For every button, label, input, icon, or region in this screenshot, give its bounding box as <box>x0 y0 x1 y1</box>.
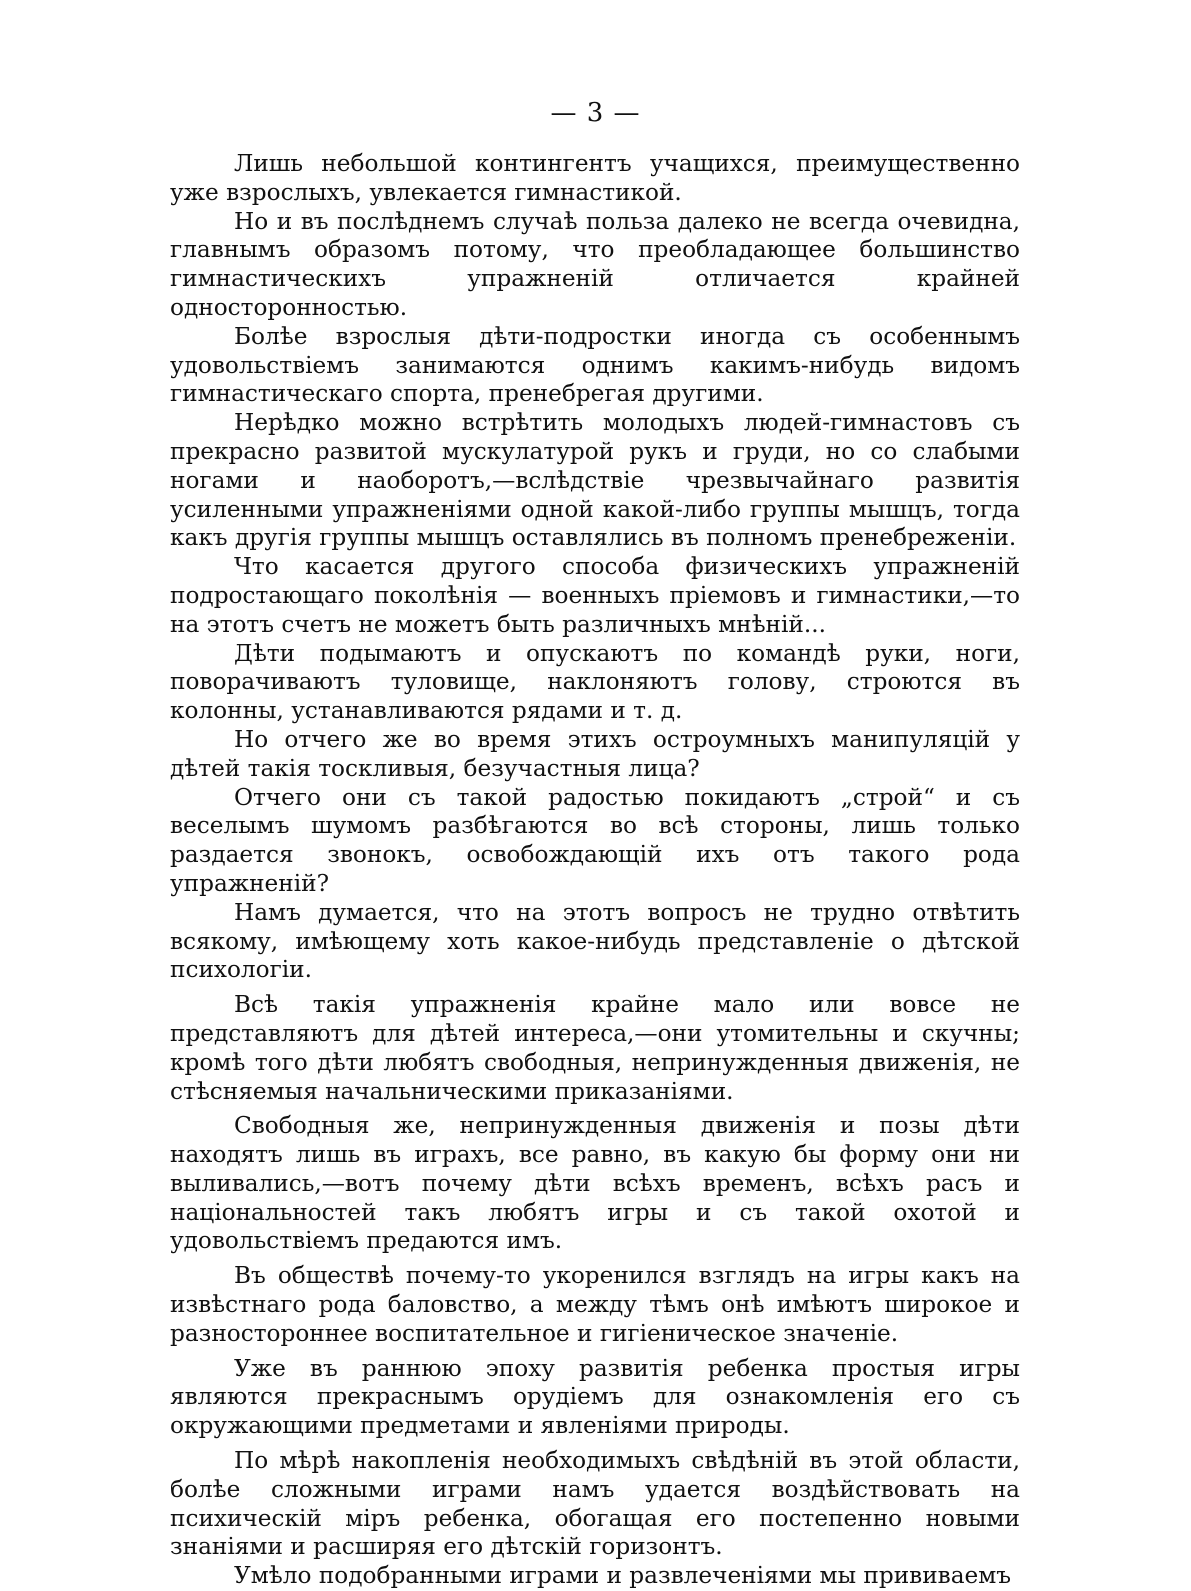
paragraph: Лишь небольшой контингентъ учащихся, преимущественно уже взрослыхъ, увлекается гимнастикой. <box>170 150 1020 206</box>
page-number: — 3 — <box>550 98 641 128</box>
body-text <box>170 150 1020 1591</box>
paragraph: Дѣти подымаютъ и опускаютъ по командѣ руки, ноги, поворачиваютъ туловище, наклоняютъ голову, строются въ колонны, устанавливаются рядами и т. д. <box>170 639 1020 725</box>
paragraph: Намъ думается, что на этотъ вопросъ не трудно отвѣтить всякому, имѣющему хоть какое-нибудь представленіе о дѣтской психологіи. <box>170 898 1020 984</box>
paragraph: Болѣе взрослыя дѣти-подростки иногда съ особеннымъ удовольствіемъ занимаются однимъ какимъ-нибудь видомъ гимнастическаго спорта, пренебрегая другими. <box>170 322 1020 408</box>
paragraph: Отчего они съ такой радостью покидаютъ „строй“ и съ веселымъ шумомъ разбѣгаются во всѣ стороны, лишь только раздается звонокъ, освобождающій ихъ отъ такого рода упражненій? <box>170 783 1020 897</box>
paragraph: Въ обществѣ почему-то укоренился взглядъ на игры какъ на извѣстнаго рода баловство, а между тѣмъ онѣ имѣютъ широкое и разностороннее воспитательное и гигіеническое значеніе. <box>170 1262 1020 1347</box>
paragraph: Но и въ послѣднемъ случаѣ польза далеко не всегда очевидна, главнымъ образомъ потому, что преобладающее большинство гимнастическихъ упражненій отличается крайней односторонностью. <box>170 207 1020 321</box>
paragraph: Что касается другого способа физическихъ упражненій подростающаго поколѣнія — военныхъ пріемовъ и гимнастики,—то на этотъ счетъ не можетъ быть различныхъ мнѣній... <box>170 553 1020 638</box>
paragraph: Нерѣдко можно встрѣтить молодыхъ людей-гимнастовъ съ прекрасно развитой мускулатурой рукъ и груди, но со слабыми ногами и наоборотъ,—вслѣдствіе чрезвычайнаго развитія усиленными упражненіями одной какой-либо группы мышцъ, тогда какъ другія группы мышцъ оставлялись въ полномъ пренебреженіи. <box>170 409 1020 552</box>
paragraph: Умѣло подобранными играми и развлеченіями мы прививаемъ <box>234 1562 1012 1590</box>
paragraph: Свободныя же, непринужденныя движенія и позы дѣти находятъ лишь въ играхъ, все равно, въ какую бы форму они ни выливались,—вотъ почему дѣти всѣхъ временъ, всѣхъ расъ и національностей такъ любятъ игры и съ такой охотой и удовольствіемъ предаются имъ. <box>170 1112 1020 1255</box>
paragraph: По мѣрѣ накопленія необходимыхъ свѣдѣній въ этой области, болѣе сложными играми намъ удается воздѣйствовать на психическій міръ ребенка, обогащая его постепенно новыми знаніями и расширяя его дѣтскій горизонтъ. <box>170 1447 1020 1561</box>
paragraph: Но отчего же во время этихъ остроумныхъ манипуляцій у дѣтей такія тоскливыя, безучастныя лица? <box>170 725 1020 782</box>
paragraph: Уже въ раннюю эпоху развитія ребенка простыя игры являются прекраснымъ орудіемъ для ознакомленія его съ окружающими предметами и явленіями природы. <box>170 1354 1020 1440</box>
paragraph: Всѣ такія упражненія крайне мало или вовсе не представляютъ для дѣтей интереса,—они утомительны и скучны; кромѣ того дѣти любятъ свободныя, непринужденныя движенія, не стѣсняемыя начальническими приказаніями. <box>170 991 1020 1105</box>
